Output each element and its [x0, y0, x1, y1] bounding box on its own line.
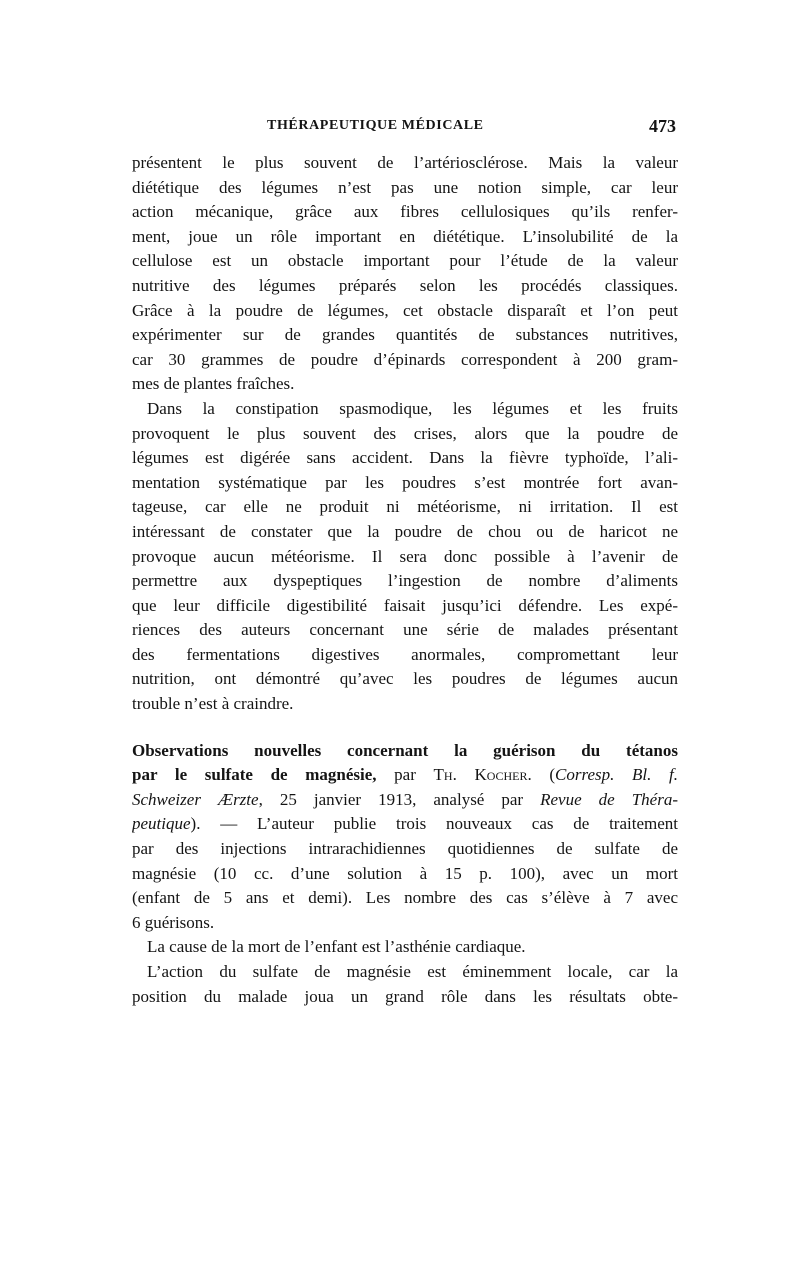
- text-line: des fermentations digestives anormales, compromettant leur: [132, 644, 678, 664]
- text-line: ment, joue un rôle important en diététique. L’insolubilité de la: [132, 226, 678, 246]
- article-title-end: par le sulfate de magnésie,: [132, 765, 377, 785]
- abstract-start: ). — L’auteur publie trois nouveaux cas de traitement: [190, 814, 678, 834]
- text-line: Grâce à la poudre de légumes, cet obstacle disparaît et l’on peut: [132, 300, 678, 320]
- source-date: , 25 janvier 1913, analysé par: [258, 789, 541, 809]
- paragraph-2: [132, 397, 678, 717]
- article-title-line: [132, 763, 678, 788]
- running-header: [132, 116, 678, 142]
- text-line: La cause de la mort de l’enfant est l’asthénie cardiaque.: [147, 937, 526, 957]
- running-title: THÉRAPEUTIQUE MÉDICALE: [267, 118, 484, 133]
- section-spacer: [132, 717, 678, 739]
- text-line: riences des auteurs concernant une série de malades présentant: [132, 620, 678, 640]
- text-line: présentent le plus souvent de l’artériosclérose. Mais la valeur: [132, 153, 678, 172]
- review-journal-cont: peutique: [132, 814, 191, 834]
- text-line: légumes est digérée sans accident. Dans la fièvre typhoïde, l’ali-: [132, 448, 678, 468]
- page-number: 473: [649, 116, 676, 136]
- text-line: Dans la constipation spasmodique, les légumes et les fruits: [147, 398, 678, 418]
- article-citation-line: [132, 812, 678, 837]
- text-line: trouble n’est à craindre.: [132, 694, 294, 714]
- text-line: diététique des légumes n’est pas une notion simple, car leur: [132, 177, 678, 197]
- text-line: position du malade joua un grand rôle dans les résultats obte-: [132, 986, 678, 1006]
- article-abstract: [132, 739, 678, 936]
- text-line: par des injections intrarachidiennes quotidiennes de sulfate de: [132, 839, 678, 859]
- article-par: par: [376, 765, 434, 785]
- text-line: tageuse, car elle ne produit ni météorisme, ni irritation. Il est: [132, 497, 678, 517]
- body-text: [132, 151, 678, 1009]
- text-line: action mécanique, grâce aux fibres cellulosiques qu’ils renfer-: [132, 202, 678, 222]
- text-line: 6 guérisons.: [132, 912, 215, 932]
- text-line: provoque aucun météorisme. Il sera donc possible à l’avenir de: [132, 546, 678, 566]
- source-paren: (: [531, 765, 556, 785]
- article-author: Th. Kocher.: [433, 765, 532, 785]
- text-line: (enfant de 5 ans et demi). Les nombre des cas s’élève à 7 avec: [132, 888, 678, 908]
- text-line: permettre aux dyspeptiques l’ingestion de nombre d’aliments: [132, 571, 678, 591]
- text-line: mentation systématique par les poudres s’est montrée fort avan-: [132, 472, 678, 492]
- text-line: nutrition, ont démontré qu’avec les poudres de légumes aucun: [132, 669, 678, 689]
- text-line: expérimenter sur de grandes quantités de substances nutritives,: [132, 325, 678, 345]
- text-line: car 30 grammes de poudre d’épinards correspondent à 200 gram-: [132, 349, 678, 369]
- text-line: cellulose est un obstacle important pour l’étude de la valeur: [132, 251, 678, 271]
- text-line: intéressant de constater que la poudre de chou ou de haricot ne: [132, 521, 678, 541]
- review-journal: Revue de Théra-: [540, 789, 678, 809]
- paragraph-1: [132, 151, 678, 397]
- text-line: magnésie (10 cc. d’une solution à 15 p. 100), avec un mort: [132, 863, 678, 883]
- text-line: L’action du sulfate de magnésie est éminemment locale, car la: [147, 962, 678, 981]
- text-line: provoquent le plus souvent des crises, alors que la poudre de: [132, 423, 678, 443]
- text-line: mes de plantes fraîches.: [132, 374, 295, 394]
- article-title-line: Observations nouvelles concernant la guérison du tétanos: [132, 740, 678, 760]
- source-journal: Corresp. Bl. f.: [555, 765, 678, 785]
- text-line: nutritive des légumes préparés selon les procédés classiques.: [132, 275, 678, 295]
- paragraph-4: [132, 935, 678, 960]
- source-journal-cont: Schweizer Ærzte: [132, 789, 259, 809]
- paragraph-5: [132, 960, 678, 1009]
- text-line: que leur difficile digestibilité faisait jusqu’ici défendre. Les expé-: [132, 595, 678, 615]
- article-citation-line: [132, 788, 678, 813]
